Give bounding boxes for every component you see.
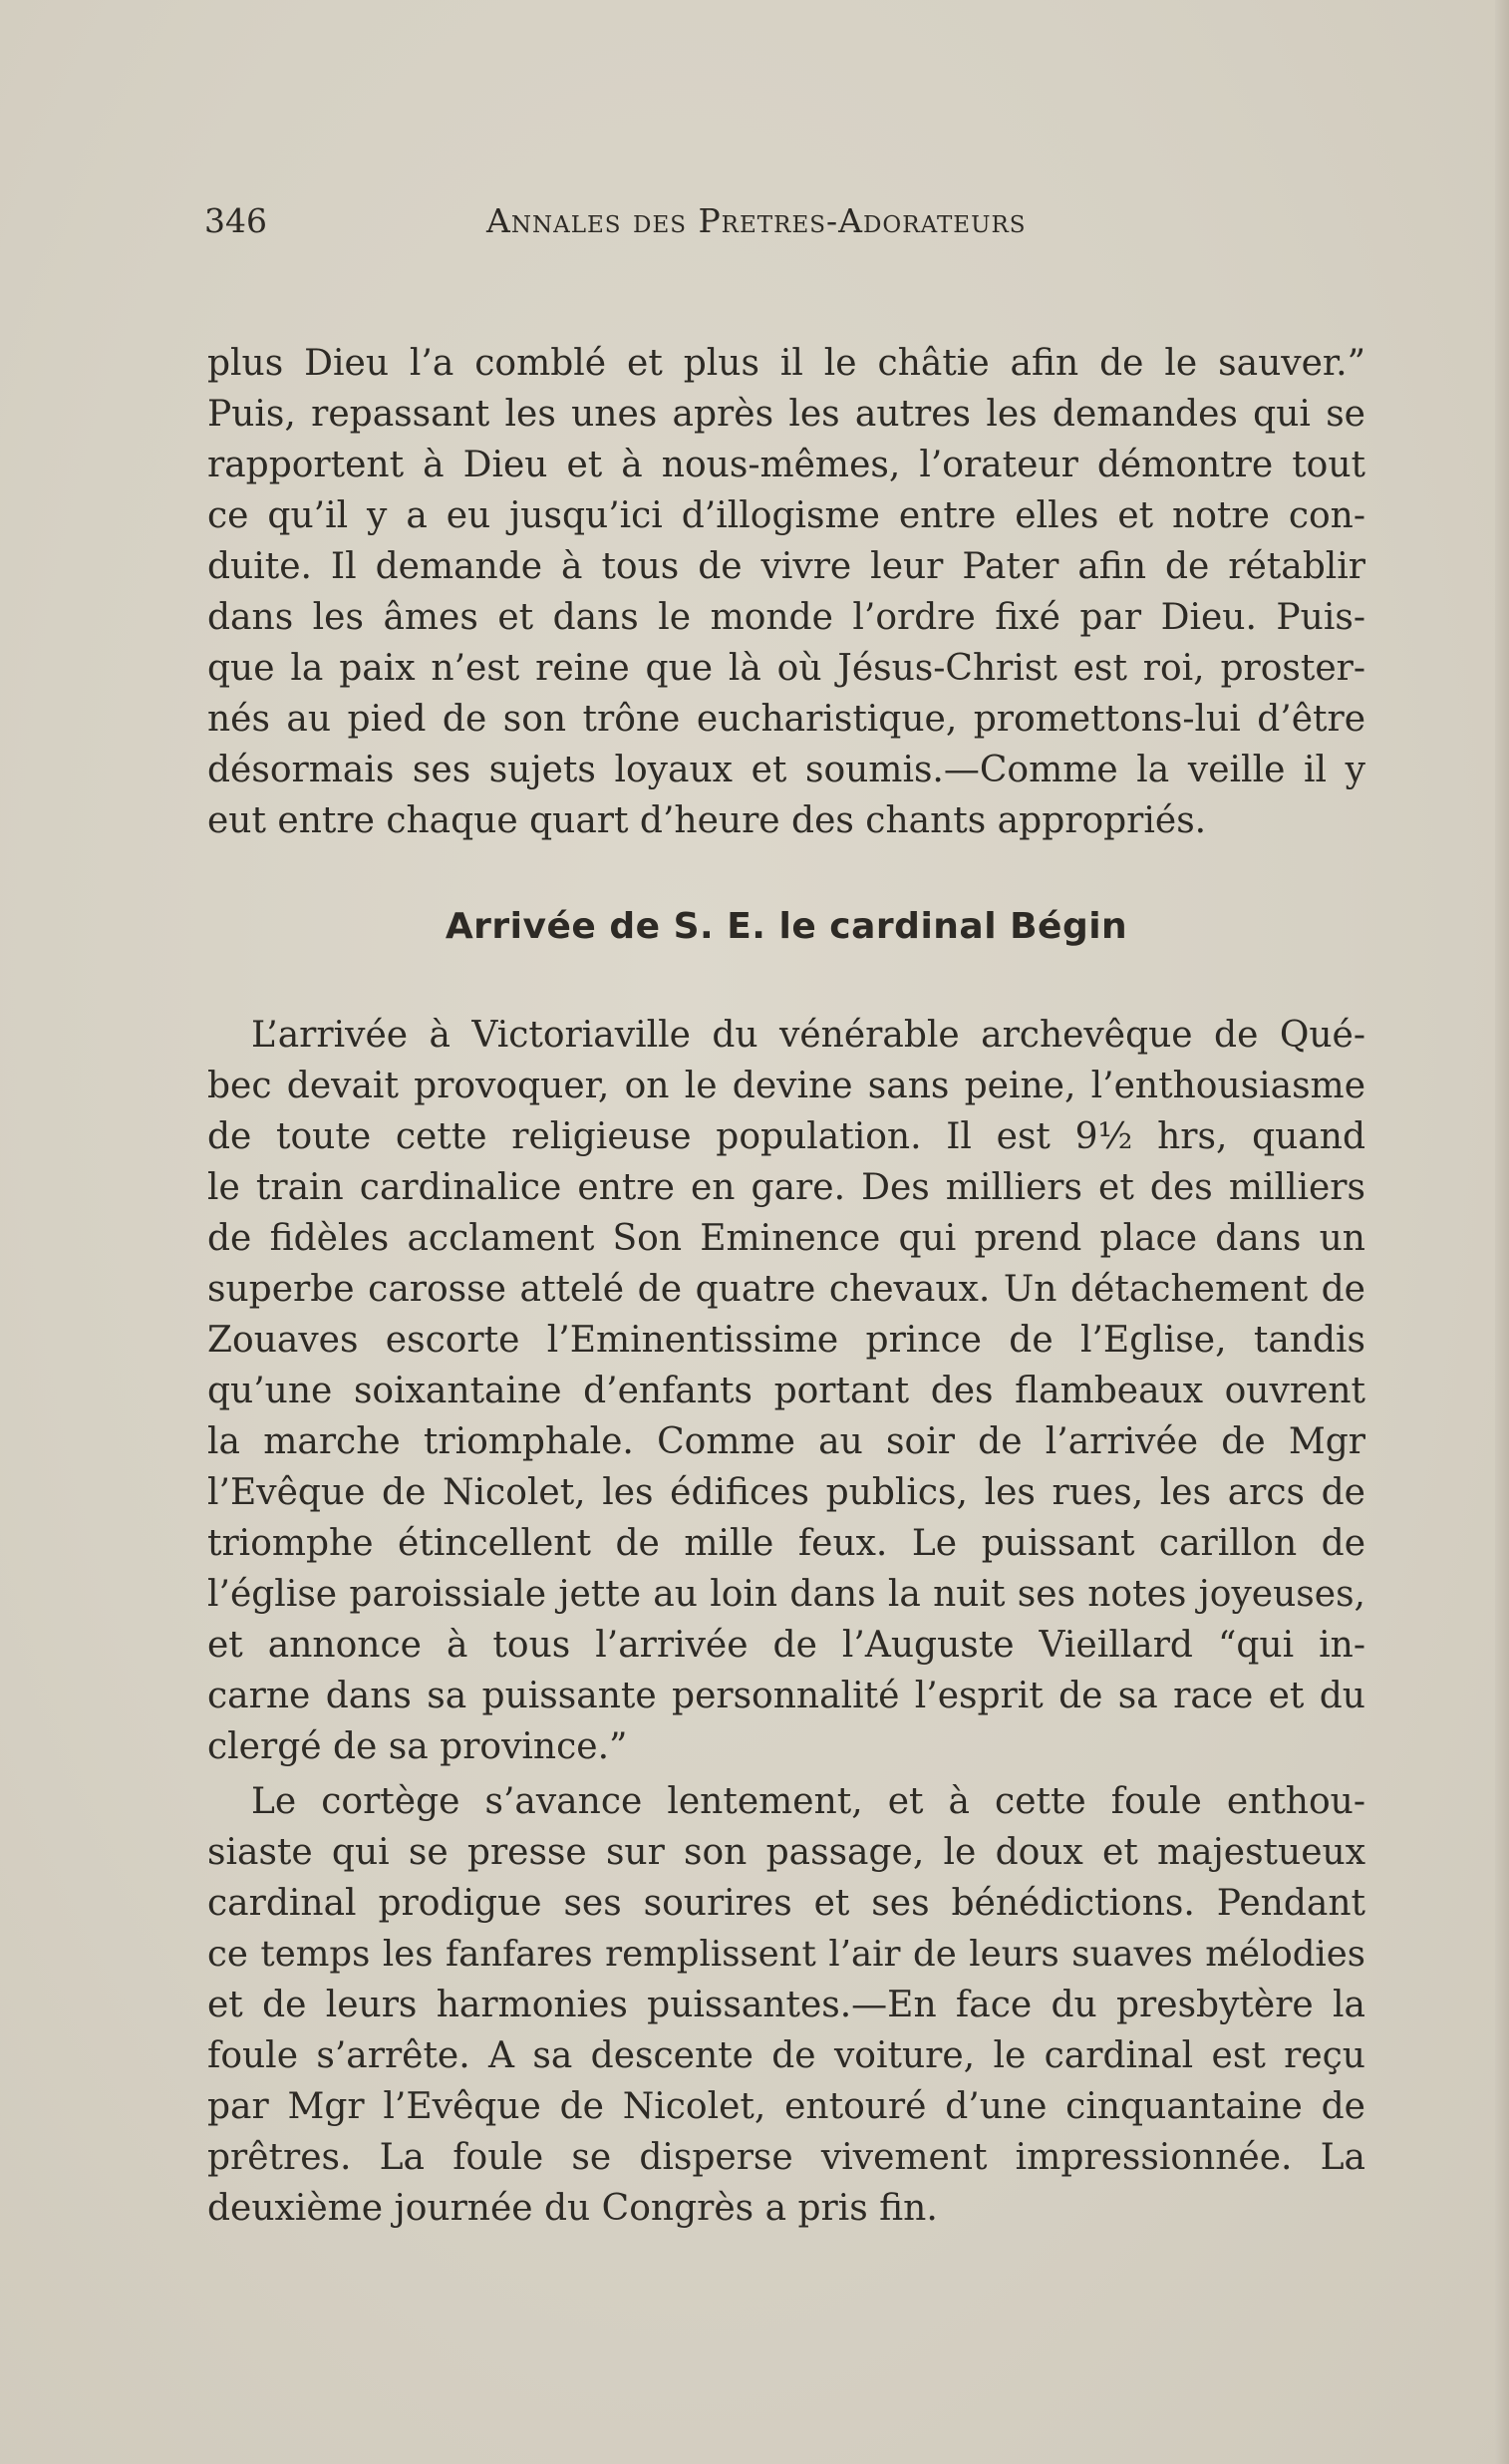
running-header [204,197,1360,245]
text-line: de fidèles acclament Son Eminence qui prend place dans un [207,1218,1365,1259]
text-line: Le cortège s’avance lentement, et à cette foule enthou- [251,1781,1365,1822]
text-line: eut entre chaque quart d’heure des chants appropriés. [207,800,1207,841]
text-line: prêtres. La foule se disperse vivement impressionnée. La [207,2137,1365,2178]
text-line: la marche triomphale. Comme au soir de l’arrivée de Mgr [207,1421,1365,1462]
text-line: superbe carosse attelé de quatre chevaux. Un détachement de [207,1269,1365,1310]
section-heading: Arrivée de S. E. le cardinal Bégin [445,906,1128,947]
paragraph-cortege [207,1776,1365,2234]
text-line: dans les âmes et dans le monde l’ordre fixé par Dieu. Puis- [207,597,1365,638]
text-line: l’église paroissiale jette au loin dans la nuit ses notes joyeuses, [207,1574,1365,1615]
text-line: siaste qui se presse sur son passage, le doux et majestueux [207,1832,1365,1873]
page-edge [1495,0,1509,2464]
text-line: ce temps les fanfares remplissent l’air de leurs suaves mélodies [207,1934,1365,1975]
text-line: l’Evêque de Nicolet, les édifices publics, les rues, les arcs de [207,1472,1365,1513]
text-line: qu’une soixantaine d’enfants portant des flambeaux ouvrent [207,1371,1365,1411]
text-line: cardinal prodigue ses sourires et ses bénédictions. Pendant [207,1883,1365,1924]
text-line: ce qu’il y a eu jusqu’ici d’illogisme entre elles et notre con- [207,495,1365,536]
text-line: bec devait provoquer, on le devine sans peine, l’enthousiasme [207,1066,1365,1106]
text-line: par Mgr l’Evêque de Nicolet, entouré d’une cinquantaine de [207,2086,1365,2127]
text-line: nés au pied de son trône eucharistique, promettons-lui d’être [207,699,1365,740]
text-line: deuxième journée du Congrès a pris fin. [207,2188,938,2229]
text-line: le train cardinalice entre en gare. Des milliers et des milliers [207,1167,1365,1208]
text-line: L’arrivée à Victoriaville du vénérable archevêque de Qué- [251,1015,1365,1056]
running-title: Annales des Pretres-Adorateurs [486,201,1027,240]
text-line: rapportent à Dieu et à nous-mêmes, l’orateur démontre tout [207,445,1365,485]
text-line: désormais ses sujets loyaux et soumis.—Comme la veille il y [207,750,1365,790]
text-line: que la paix n’est reine que là où Jésus-Christ est roi, proster- [207,648,1365,689]
text-line: Puis, repassant les unes après les autres les demandes qui se [207,394,1365,435]
text-line: de toute cette religieuse population. Il est 9½ hrs, quand [207,1116,1365,1157]
text-line: triomphe étincellent de mille feux. Le puissant carillon de [207,1523,1365,1564]
page-number: 346 [204,201,267,240]
text-line: foule s’arrête. A sa descente de voiture, le cardinal est reçu [207,2035,1365,2076]
text-line: et de leurs harmonies puissantes.—En face du presbytère la [207,1985,1365,2025]
text-line: Zouaves escorte l’Eminentissime prince de l’Eglise, tandis [207,1320,1365,1361]
text-line: carne dans sa puissante personnalité l’esprit de sa race et du [207,1676,1365,1716]
paragraph-continuation [207,338,1365,846]
text-line: et annonce à tous l’arrivée de l’Auguste Vieillard “qui in- [207,1625,1365,1666]
text-line: clergé de sa province.” [207,1726,628,1767]
text-line: duite. Il demande à tous de vivre leur Pater afin de rétablir [207,546,1365,587]
text-line: plus Dieu l’a comblé et plus il le châtie afin de le sauver.” [207,343,1365,384]
paragraph-arrival [207,1010,1365,1772]
